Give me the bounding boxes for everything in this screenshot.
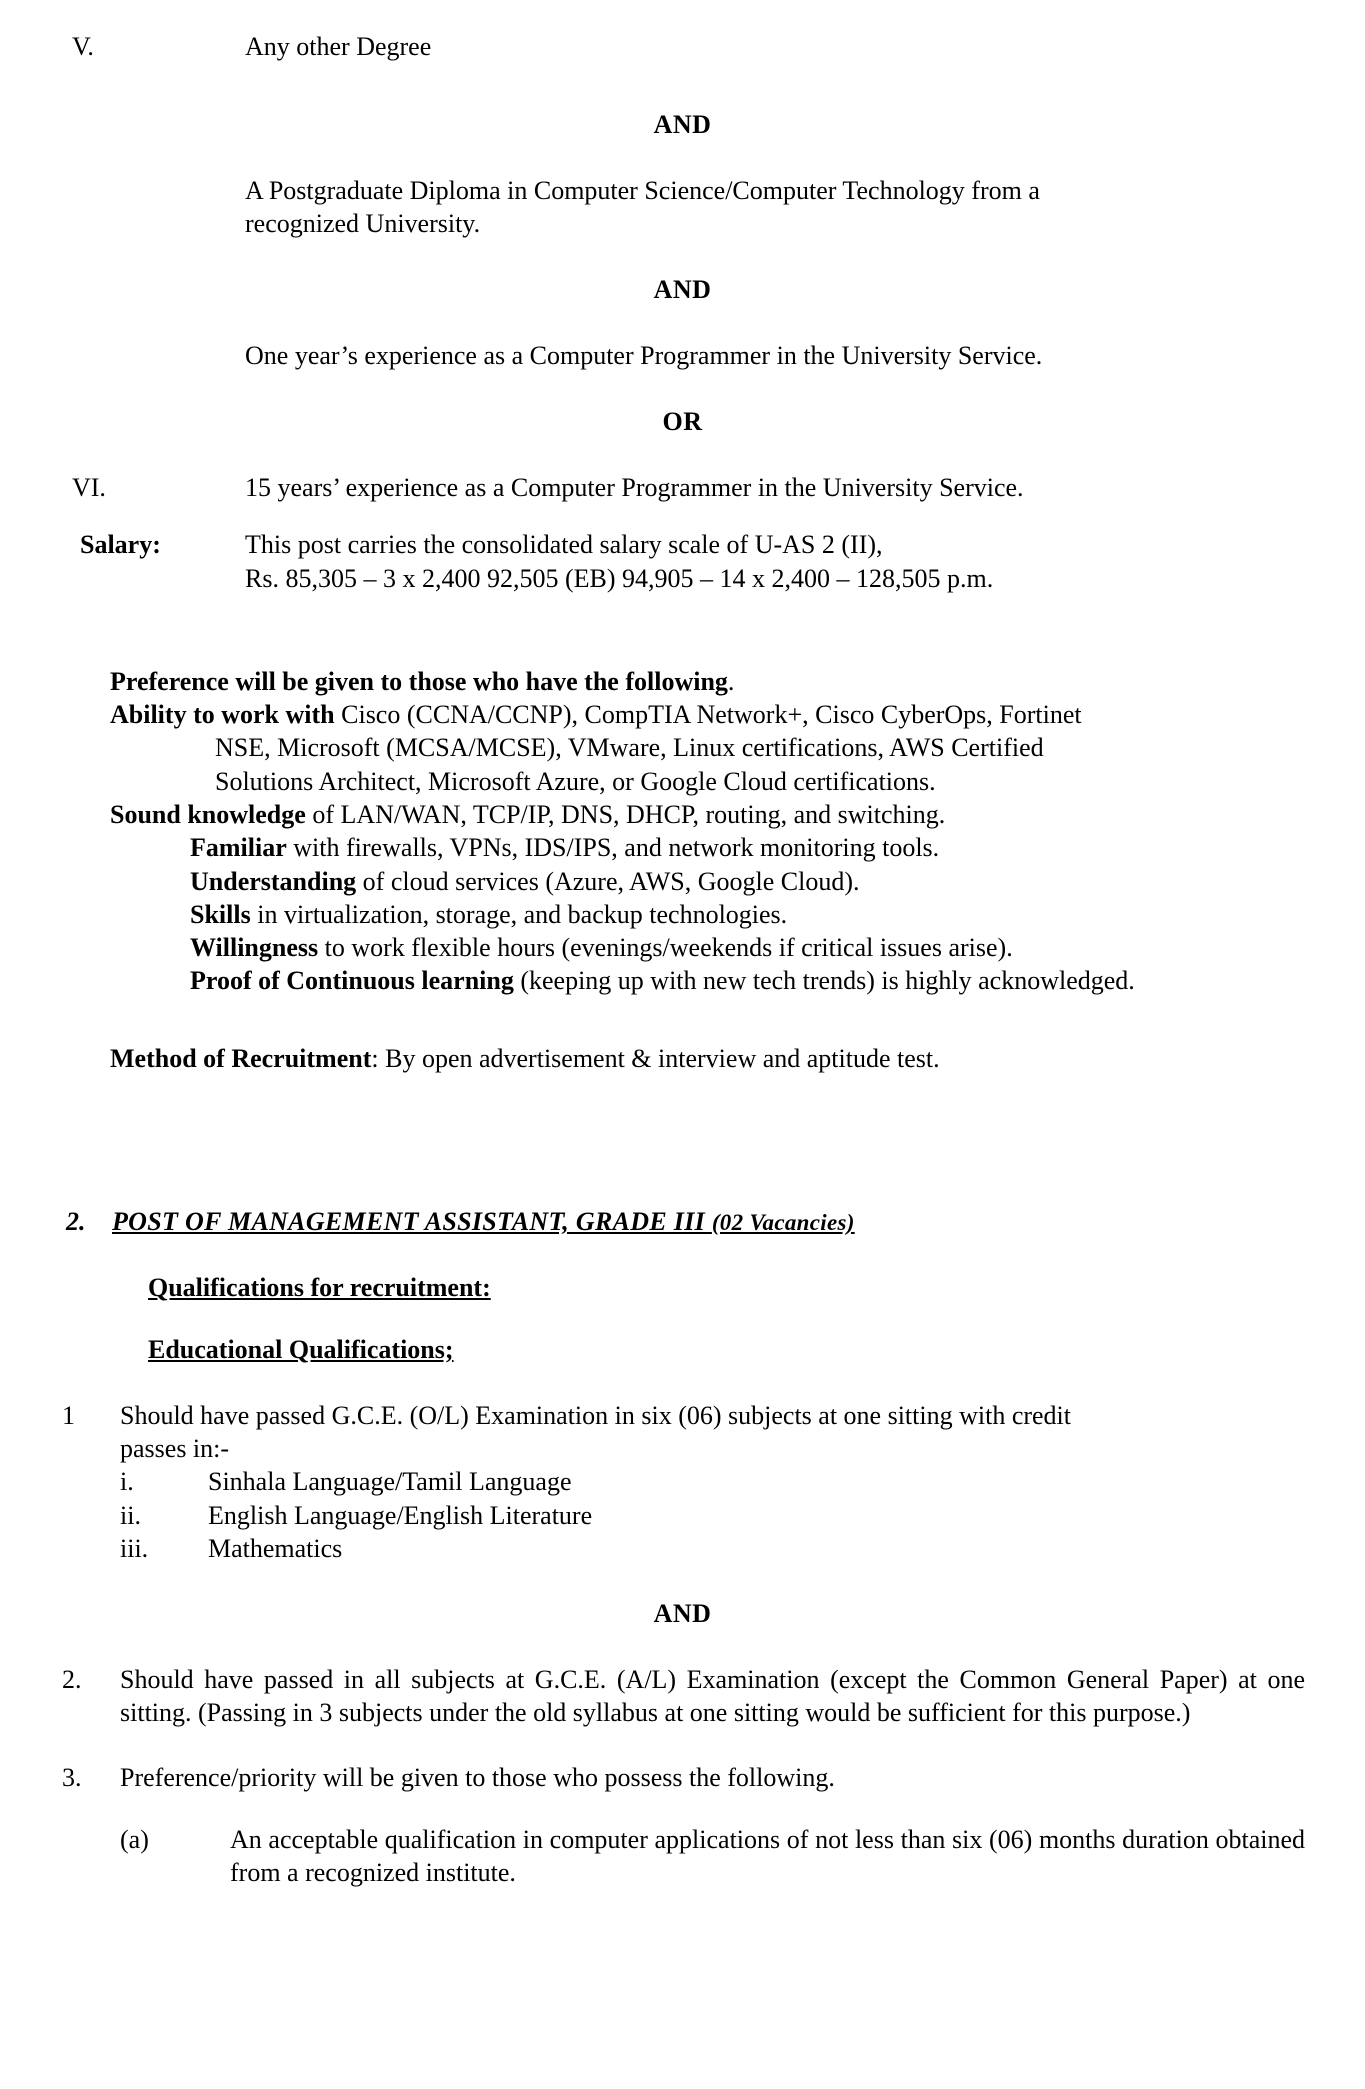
subject-item-ii-numeral: ii. [120, 1500, 141, 1530]
preference-item-ability-bold: Ability to work with [110, 700, 335, 730]
item-v-text: Any other Degree [245, 32, 432, 61]
paragraph-postgraduate-diploma-row [60, 174, 1305, 242]
subject-item-i-text: Sinhala Language/Tamil Language [208, 1467, 572, 1497]
salary-values [245, 528, 1305, 595]
preference-heading-tail: . [727, 666, 735, 696]
qualification-item-1-line-1: Should have passed G.C.E. (O/L) Examination in six (06) subjects at one sitting with credit [120, 1400, 1072, 1430]
subject-item-iii-text: Mathematics [208, 1533, 343, 1563]
qualification-item-1-line-2: passes in:- [120, 1434, 230, 1464]
salary-line-2: Rs. 85,305 – 3 x 2,400 92,505 (EB) 94,905 – 14 x 2,400 – 128,505 p.m. [245, 563, 994, 593]
qualification-item-2-text: Should have passed in all subjects at G.C.E. (A/L) Examination (except the Common General Paper) at one sitting. (Passing in 3 subjects under the old syllabus at one sitting would be sufficient for this purpose.) [120, 1664, 1305, 1728]
list-item-v [60, 30, 1305, 64]
conjunction-or: OR [662, 406, 703, 436]
preference-item-ability [110, 698, 1305, 731]
preference-item-familiar-bold: Familiar [190, 833, 287, 863]
preference-heading-bold: Preference will be given to those who have the following [110, 666, 728, 696]
preference-item-familiar-rest: with firewalls, VPNs, IDS/IPS, and network monitoring tools. [286, 833, 940, 863]
preference-item-willingness-bold: Willingness [190, 933, 319, 963]
qualification-item-3 [60, 1761, 1305, 1794]
list-item-vi [60, 471, 1305, 505]
preference-item-ability-cont2: Solutions Architect, Microsoft Azure, or Google Cloud certifications. [215, 766, 936, 796]
conjunction-and-3: AND [653, 1599, 712, 1629]
preference-item-sound-knowledge-bold: Sound knowledge [110, 799, 306, 829]
preference-item-familiar [110, 831, 1305, 864]
preference-item-skills [110, 898, 1305, 931]
subject-item-ii [120, 1499, 1305, 1532]
method-of-recruitment [60, 1042, 1305, 1076]
paragraph-experience: One year’s experience as a Computer Programmer in the University Service. [245, 340, 1043, 370]
preference-item-understanding-rest: of cloud services (Azure, AWS, Google Cloud). [356, 866, 860, 896]
item-vi-numeral: VI. [72, 472, 106, 502]
item-v-numeral: V. [72, 32, 94, 61]
method-of-recruitment-label: Method of Recruitment [110, 1043, 372, 1073]
subject-item-i [120, 1465, 1305, 1498]
section-2-number: 2. [66, 1207, 86, 1237]
qualification-item-2-number: 2. [62, 1664, 82, 1694]
item-vi-text: 15 years’ experience as a Computer Programmer in the University Service. [245, 472, 1024, 502]
preference-item-willingness [110, 931, 1305, 964]
subject-item-iii-numeral: iii. [120, 1533, 149, 1563]
subject-item-ii-text: English Language/English Literature [208, 1500, 593, 1530]
preference-item-skills-bold: Skills [190, 899, 251, 929]
qualification-item-1 [60, 1399, 1305, 1565]
section-2-title-text: POST OF MANAGEMENT ASSISTANT, GRADE III [112, 1207, 712, 1237]
section-2-heading [60, 1205, 1305, 1239]
preference-item-proof-bold: Proof of Continuous learning [190, 966, 514, 996]
qualification-item-2 [60, 1663, 1305, 1730]
preference-item-skills-rest: in virtualization, storage, and backup technologies. [250, 899, 788, 929]
salary-line-1: This post carries the consolidated salary scale of U-AS 2 (II), [245, 530, 883, 560]
qualification-item-3-a-label: (a) [120, 1824, 149, 1854]
educational-qualifications-heading: Educational Qualifications; [148, 1334, 454, 1364]
qualification-item-3-number: 3. [62, 1763, 82, 1793]
section-2-title [112, 1205, 855, 1239]
qualification-item-3-text: Preference/priority will be given to those who possess the following. [120, 1763, 835, 1793]
salary-block [60, 528, 1305, 595]
qualification-item-1-body [120, 1399, 1305, 1565]
qualification-item-1-subjects [120, 1465, 1305, 1565]
subject-item-i-numeral: i. [120, 1467, 134, 1497]
preference-heading [110, 665, 1305, 698]
salary-label: Salary: [80, 530, 161, 560]
preference-item-sound-knowledge-rest: of LAN/WAN, TCP/IP, DNS, DHCP, routing, and switching. [305, 799, 946, 829]
paragraph-experience-row [60, 339, 1305, 373]
section-2-vacancies: (02 Vacancies) [711, 1210, 855, 1236]
preference-item-understanding-bold: Understanding [190, 866, 357, 896]
preference-item-willingness-rest: to work flexible hours (evenings/weekends if critical issues arise). [318, 933, 1013, 963]
qualification-item-3-a-text: An acceptable qualification in computer applications of not less than six (06) months duration obtained from a recognized institute. [230, 1824, 1305, 1887]
preference-item-sound-knowledge [110, 798, 1305, 831]
subject-item-iii [120, 1532, 1305, 1565]
preference-item-ability-cont1: NSE, Microsoft (MCSA/MCSE), VMware, Linux certifications, AWS Certified [215, 733, 1044, 763]
qualification-item-3-a [60, 1823, 1305, 1890]
preference-item-ability-rest: Cisco (CCNA/CCNP), CompTIA Network+, Cisco CyberOps, Fortinet [334, 700, 1082, 730]
preference-item-understanding [110, 865, 1305, 898]
preference-block [60, 665, 1305, 998]
method-of-recruitment-text: : By open advertisement & interview and aptitude test. [371, 1043, 940, 1073]
conjunction-and-1: AND [653, 109, 712, 139]
qualification-item-1-number: 1 [62, 1400, 75, 1430]
conjunction-and-2: AND [653, 275, 712, 305]
preference-item-proof [110, 964, 1305, 997]
paragraph-postgraduate-diploma: A Postgraduate Diploma in Computer Science/Computer Technology from a recognized University. [245, 175, 1040, 239]
preference-item-proof-rest: (keeping up with new tech trends) is highly acknowledged. [513, 966, 1135, 996]
qualifications-for-recruitment-heading: Qualifications for recruitment: [148, 1273, 491, 1303]
